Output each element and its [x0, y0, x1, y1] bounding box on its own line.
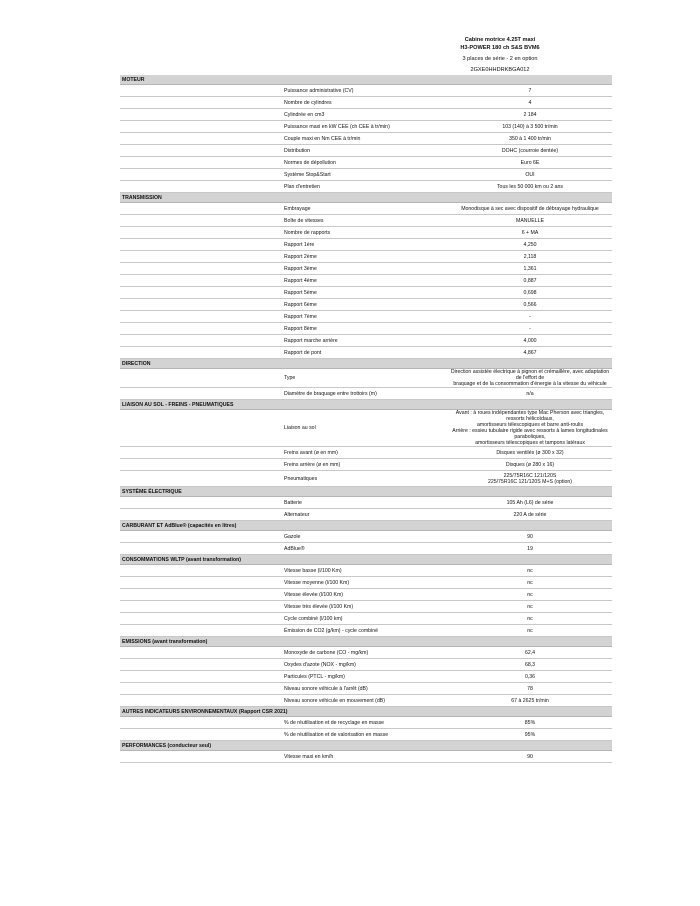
spec-row — [120, 335, 612, 347]
spec-label: Rapport 4ème — [284, 275, 448, 287]
spec-label: Plan d'entretien — [284, 181, 448, 193]
row-spacer — [120, 369, 284, 388]
section-title: CONSOMMATIONS WLTP (avant transformation) — [120, 555, 612, 565]
spec-row — [120, 388, 612, 400]
section-header — [120, 741, 612, 751]
spec-label: Cylindrée en cm3 — [284, 109, 448, 121]
spec-value-line: 105 Ah (L6) de série — [506, 499, 554, 506]
row-spacer — [120, 509, 284, 521]
spec-value — [448, 509, 612, 521]
spec-value — [448, 410, 612, 447]
spec-value-line: nc — [527, 627, 533, 634]
row-spacer — [120, 85, 284, 97]
row-spacer — [120, 97, 284, 109]
spec-value — [448, 369, 612, 388]
spec-value — [448, 543, 612, 555]
section-title: DIRECTION — [120, 359, 612, 369]
spec-row — [120, 751, 612, 763]
spec-value — [448, 447, 612, 459]
spec-label: Puissance maxi en kW CEE (ch CEE à tr/min) — [284, 121, 448, 133]
spec-value-line: Arrière : essieu tubulaire rigide avec ressorts à lames longitudinales paraboliques, — [452, 428, 608, 440]
spec-value-line: 78 — [527, 685, 533, 692]
row-spacer — [120, 683, 284, 695]
row-spacer — [120, 275, 284, 287]
row-spacer — [120, 717, 284, 729]
spec-value — [448, 263, 612, 275]
row-spacer — [120, 647, 284, 659]
spec-value — [448, 335, 612, 347]
row-spacer — [120, 169, 284, 181]
spec-row — [120, 239, 612, 251]
spec-label: Gazole — [284, 531, 448, 543]
spec-row — [120, 497, 612, 509]
spec-label: Rapport 5ème — [284, 287, 448, 299]
section-title: MOTEUR — [120, 75, 612, 85]
spec-row — [120, 589, 612, 601]
spec-label: Freins arrière (ø en mm) — [284, 459, 448, 471]
spec-value-line: 103 (140) à 3 500 tr/min — [502, 123, 558, 130]
spec-row — [120, 287, 612, 299]
spec-value-line: 220 A de série — [513, 511, 547, 518]
spec-value — [448, 388, 612, 400]
spec-label: Rapport 3ème — [284, 263, 448, 275]
row-spacer — [120, 121, 284, 133]
spec-row — [120, 169, 612, 181]
spec-value-line: 85% — [524, 719, 536, 726]
spec-row — [120, 683, 612, 695]
spec-row — [120, 565, 612, 577]
row-spacer — [120, 671, 284, 683]
section-header — [120, 487, 612, 497]
row-spacer — [120, 263, 284, 275]
spec-value-line: 67 à 2625 tr/min — [511, 697, 549, 704]
section-title: CARBURANT ET AdBlue® (capacités en litres) — [120, 521, 612, 531]
row-spacer — [120, 311, 284, 323]
section-title: PERFORMANCES (conducteur seul) — [120, 741, 612, 751]
spec-value-line: 1,361 — [523, 265, 537, 272]
spec-value — [448, 169, 612, 181]
section-header — [120, 359, 612, 369]
spec-label: Rapport marche arrière — [284, 335, 448, 347]
row-spacer — [120, 133, 284, 145]
spec-value — [448, 729, 612, 741]
spec-label: Batterie — [284, 497, 448, 509]
row-spacer — [120, 388, 284, 400]
spec-value-line: amortisseurs télescopiques et tampons latéraux — [475, 440, 585, 446]
model-header — [390, 36, 610, 74]
spec-label: Vitesse basse (l/100 Km) — [284, 565, 448, 577]
spec-value — [448, 299, 612, 311]
row-spacer — [120, 625, 284, 637]
spec-value-line: 225/75R16C 121/120S — [503, 472, 557, 479]
spec-value-line: nc — [527, 603, 533, 610]
spec-value — [448, 311, 612, 323]
spec-row — [120, 203, 612, 215]
row-spacer — [120, 335, 284, 347]
spec-row — [120, 311, 612, 323]
spec-label: % de réutilisation et de valorisation en masse — [284, 729, 448, 741]
spec-row — [120, 601, 612, 613]
spec-value-line: nc — [527, 591, 533, 598]
spec-label: Émission de CO2 (g/km) - cycle combiné — [284, 625, 448, 637]
spec-value-line: 68,3 — [524, 661, 536, 668]
spec-label: Distribution — [284, 145, 448, 157]
spec-value-line: 2,118 — [523, 253, 537, 260]
spec-row — [120, 543, 612, 555]
spec-value — [448, 287, 612, 299]
spec-value-line: 90 — [527, 753, 533, 760]
spec-row — [120, 369, 612, 388]
spec-label: Rapport 7ème — [284, 311, 448, 323]
spec-label: Système Stop&Start — [284, 169, 448, 181]
spec-label: Type — [284, 369, 448, 388]
spec-label: Cycle combiné (l/100 km) — [284, 613, 448, 625]
spec-value-line: n/a — [526, 390, 534, 397]
spec-label: Rapport 2ème — [284, 251, 448, 263]
spec-label: Normes de dépollution — [284, 157, 448, 169]
spec-label: Nombre de rapports — [284, 227, 448, 239]
spec-label: Puissance administrative (CV) — [284, 85, 448, 97]
row-spacer — [120, 109, 284, 121]
spec-value-line: 4,250 — [523, 241, 537, 248]
spec-row — [120, 97, 612, 109]
row-spacer — [120, 565, 284, 577]
spec-value — [448, 659, 612, 671]
model-seats: 3 places de série - 2 en option — [462, 56, 538, 62]
row-spacer — [120, 299, 284, 311]
section-header — [120, 75, 612, 85]
row-spacer — [120, 227, 284, 239]
spec-value — [448, 671, 612, 683]
spec-value — [448, 683, 612, 695]
spec-row — [120, 323, 612, 335]
spec-row — [120, 133, 612, 145]
spec-value-line: 0,698 — [523, 289, 537, 296]
row-spacer — [120, 239, 284, 251]
row-spacer — [120, 751, 284, 763]
spec-row — [120, 181, 612, 193]
spec-value — [448, 275, 612, 287]
spec-value-line: OUI — [525, 171, 535, 178]
spec-value — [448, 97, 612, 109]
spec-value — [448, 227, 612, 239]
spec-value — [448, 751, 612, 763]
spec-value-line: DOHC (courroie dentée) — [501, 147, 559, 154]
spec-value-line: 4 — [528, 99, 532, 106]
section-header — [120, 637, 612, 647]
spec-value — [448, 239, 612, 251]
spec-label: Embrayage — [284, 203, 448, 215]
row-spacer — [120, 145, 284, 157]
row-spacer — [120, 215, 284, 227]
spec-label: Niveau sonore véhicule à l'arrêt (dB) — [284, 683, 448, 695]
spec-label: Particules (PTCL - mg/km) — [284, 671, 448, 683]
spec-value-line: braquage et de la consommation d'énergie à la vitesse du véhicule — [453, 381, 607, 387]
spec-value-line: Tous les 50 000 km ou 2 ans — [496, 183, 564, 190]
section-header — [120, 707, 612, 717]
spec-label: % de réutilisation et de recyclage en masse — [284, 717, 448, 729]
spec-row — [120, 347, 612, 359]
spec-label: Vitesse moyenne (l/100 Km) — [284, 577, 448, 589]
spec-row — [120, 215, 612, 227]
row-spacer — [120, 497, 284, 509]
model-title: Cabine motrice 4.25T maxi — [464, 37, 536, 43]
spec-value — [448, 565, 612, 577]
spec-value-line: 6 + MA — [521, 229, 539, 236]
spec-row — [120, 410, 612, 447]
spec-row — [120, 263, 612, 275]
spec-value — [448, 471, 612, 487]
spec-value — [448, 215, 612, 227]
spec-value — [448, 203, 612, 215]
spec-value-line: Euro 6E — [520, 159, 540, 166]
section-header — [120, 400, 612, 410]
spec-value-line: 19 — [527, 545, 533, 552]
spec-value — [448, 157, 612, 169]
spec-row — [120, 157, 612, 169]
row-spacer — [120, 181, 284, 193]
section-title: EMISSIONS (avant transformation) — [120, 637, 612, 647]
model-code: 2GXE0HHDRKBGA012 — [470, 67, 530, 73]
row-spacer — [120, 447, 284, 459]
row-spacer — [120, 729, 284, 741]
spec-label: Niveau sonore véhicule en mouvement (dB) — [284, 695, 448, 707]
spec-label: Freins avant (ø en mm) — [284, 447, 448, 459]
row-spacer — [120, 577, 284, 589]
spec-value-line: 0,36 — [524, 673, 536, 680]
spec-value-line: amortisseurs télescopiques et barre anti-roulis — [476, 422, 584, 428]
spec-value-line: - — [529, 325, 531, 332]
spec-label: Oxydes d'azote (NOX - mg/km) — [284, 659, 448, 671]
spec-value — [448, 181, 612, 193]
spec-value — [448, 323, 612, 335]
row-spacer — [120, 613, 284, 625]
spec-value-line: 4,000 — [523, 337, 537, 344]
spec-value — [448, 695, 612, 707]
spec-value — [448, 531, 612, 543]
spec-row — [120, 577, 612, 589]
row-spacer — [120, 601, 284, 613]
spec-row — [120, 659, 612, 671]
spec-label: Boîte de vitesses — [284, 215, 448, 227]
spec-value-line: 4,867 — [523, 349, 537, 356]
section-title: LIAISON AU SOL - FREINS - PNEUMATIQUES — [120, 400, 612, 410]
spec-label: Monoxyde de carbone (CO - mg/km) — [284, 647, 448, 659]
section-header — [120, 521, 612, 531]
spec-value-line: - — [529, 313, 531, 320]
spec-value — [448, 145, 612, 157]
spec-label: AdBlue® — [284, 543, 448, 555]
spec-value — [448, 459, 612, 471]
row-spacer — [120, 695, 284, 707]
spec-row — [120, 647, 612, 659]
spec-row — [120, 717, 612, 729]
row-spacer — [120, 459, 284, 471]
spec-label: Rapport 8ème — [284, 323, 448, 335]
spec-value — [448, 589, 612, 601]
spec-label: Rapport 6ème — [284, 299, 448, 311]
spec-row — [120, 671, 612, 683]
spec-row — [120, 509, 612, 521]
spec-label: Alternateur — [284, 509, 448, 521]
spec-label: Vitesse élevée (l/100 Km) — [284, 589, 448, 601]
spec-value-line: Disques (ø 280 x 16) — [505, 461, 555, 468]
spec-label: Diamètre de braquage entre trottoirs (m) — [284, 388, 448, 400]
spec-row — [120, 299, 612, 311]
spec-row — [120, 459, 612, 471]
spec-value — [448, 347, 612, 359]
spec-row — [120, 251, 612, 263]
row-spacer — [120, 203, 284, 215]
spec-value — [448, 121, 612, 133]
row-spacer — [120, 323, 284, 335]
spec-row — [120, 109, 612, 121]
spec-value-line: Disques ventilés (ø 300 x 32) — [496, 449, 564, 456]
spec-value — [448, 601, 612, 613]
spec-value — [448, 251, 612, 263]
spec-value-line: nc — [527, 579, 533, 586]
section-title: AUTRES INDICATEURS ENVIRONNEMENTAUX (Rapport CSR 2021) — [120, 707, 612, 717]
spec-value-line: nc — [527, 615, 533, 622]
spec-value — [448, 133, 612, 145]
section-header — [120, 555, 612, 565]
spec-row — [120, 121, 612, 133]
spec-row — [120, 531, 612, 543]
spec-value-line: 0,887 — [523, 277, 537, 284]
row-spacer — [120, 589, 284, 601]
spec-label: Rapport de pont — [284, 347, 448, 359]
spec-label: Vitesse très élevée (l/100 Km) — [284, 601, 448, 613]
spec-row — [120, 613, 612, 625]
spec-value-line: 0,566 — [523, 301, 537, 308]
spec-label: Liaison au sol — [284, 410, 448, 447]
spec-value-line: 90 — [527, 533, 533, 540]
spec-value — [448, 717, 612, 729]
row-spacer — [120, 251, 284, 263]
spec-row — [120, 695, 612, 707]
spec-value — [448, 577, 612, 589]
spec-row — [120, 145, 612, 157]
spec-value-line: nc — [527, 567, 533, 574]
spec-value — [448, 109, 612, 121]
row-spacer — [120, 287, 284, 299]
spec-row — [120, 227, 612, 239]
spec-row — [120, 625, 612, 637]
row-spacer — [120, 410, 284, 447]
spec-value — [448, 625, 612, 637]
spec-value-line: 7 — [528, 87, 532, 94]
spec-label: Couple maxi en Nm CEE à tr/min — [284, 133, 448, 145]
model-engine: H3-POWER 180 ch S&S BVM6 — [460, 45, 540, 51]
spec-value-line: 62,4 — [524, 649, 536, 656]
spec-label: Vitesse maxi en km/h — [284, 751, 448, 763]
section-title: SYSTÈME ÉLECTRIQUE — [120, 487, 612, 497]
spec-row — [120, 85, 612, 97]
spec-row — [120, 447, 612, 459]
spec-value-line: 95% — [524, 731, 536, 738]
spec-label: Rapport 1ère — [284, 239, 448, 251]
spec-value-line: 2 184 — [523, 111, 537, 118]
row-spacer — [120, 347, 284, 359]
row-spacer — [120, 157, 284, 169]
spec-row — [120, 471, 612, 487]
spec-value-line: Monodisque à sec avec dispositif de débrayage hydraulique — [461, 205, 599, 212]
row-spacer — [120, 531, 284, 543]
spec-value-line: Avant : à roues indépendantes type Mac Pherson avec triangles, ressorts hélicoïdaux, — [455, 410, 605, 422]
spec-value — [448, 647, 612, 659]
section-title: TRANSMISSION — [120, 193, 612, 203]
spec-value — [448, 497, 612, 509]
row-spacer — [120, 659, 284, 671]
spec-value-line: 350 à 1 400 tr/min — [509, 135, 551, 142]
spec-value — [448, 85, 612, 97]
spec-value — [448, 613, 612, 625]
spec-table — [120, 75, 612, 763]
section-header — [120, 193, 612, 203]
spec-row — [120, 729, 612, 741]
row-spacer — [120, 471, 284, 487]
spec-label: Pneumatiques — [284, 471, 448, 487]
spec-row — [120, 275, 612, 287]
spec-value-line: Direction assistée électrique à pignon et crémaillère, avec adaptation de l'effort de — [450, 369, 610, 381]
spec-value-line: 225/75R16C 121/120S M+S (option) — [487, 478, 573, 485]
spec-label: Nombre de cylindres — [284, 97, 448, 109]
spec-value-line: MANUELLE — [516, 217, 544, 224]
row-spacer — [120, 543, 284, 555]
